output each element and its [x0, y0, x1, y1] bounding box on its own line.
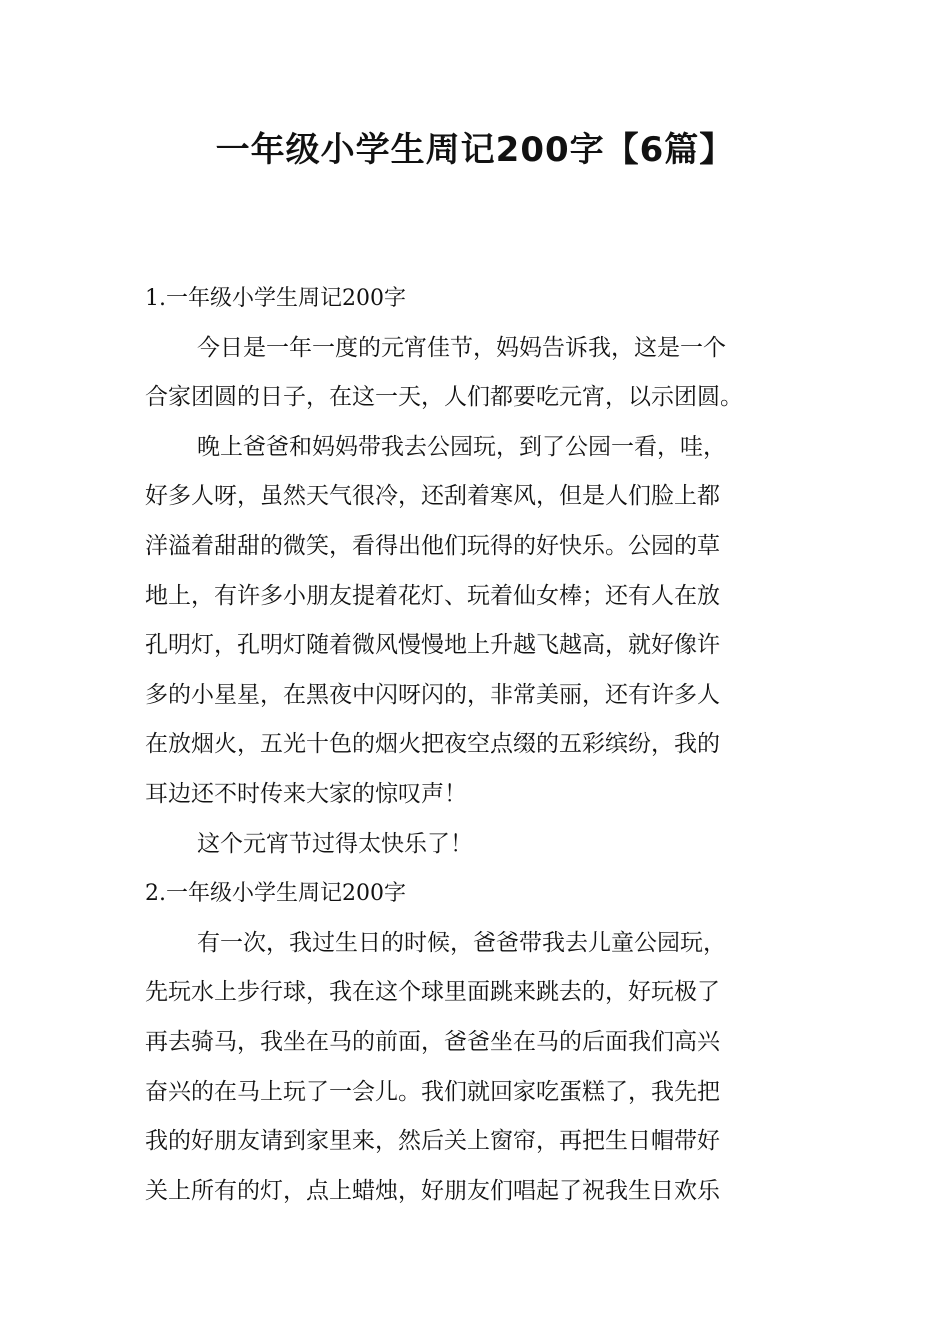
paragraph-line: 洋溢着甜甜的微笑，看得出他们玩得的好快乐。公园的草 [145, 532, 720, 559]
section-heading-2: 2.一年级小学生周记200字 [145, 881, 406, 907]
paragraph-line: 耳边还不时传来大家的惊叹声！ [145, 780, 467, 807]
paragraph-line: 晚上爸爸和妈妈带我去公园玩，到了公园一看，哇， [197, 433, 726, 460]
paragraph-line: 多的小星星，在黑夜中闪呀闪的，非常美丽，还有许多人 [145, 681, 720, 708]
paragraph-line: 我的好朋友请到家里来，然后关上窗帘，再把生日帽带好 [145, 1128, 720, 1155]
paragraph-line: 孔明灯，孔明灯随着微风慢慢地上升越飞越高，就好像许 [145, 632, 720, 659]
paragraph-line: 关上所有的灯，点上蜡烛，好朋友们唱起了祝我生日欢乐 [145, 1177, 720, 1204]
paragraph-line: 地上，有许多小朋友提着花灯、玩着仙女棒；还有人在放 [145, 582, 720, 609]
section-heading-1: 1.一年级小学生周记200字 [145, 286, 406, 311]
paragraph-line: 这个元宵节过得太快乐了！ [197, 830, 473, 857]
paragraph-line: 先玩水上步行球，我在这个球里面跳来跳去的，好玩极了 [145, 979, 720, 1006]
document-body [145, 274, 809, 1216]
paragraph-line: 在放烟火，五光十色的烟火把夜空点缀的五彩缤纷，我的 [145, 731, 720, 758]
paragraph-line: 奋兴的在马上玩了一会儿。我们就回家吃蛋糕了，我先把 [145, 1078, 720, 1105]
document-title: 一年级小学生周记200字【6篇】 [215, 130, 735, 170]
paragraph-line: 再去骑马，我坐在马的前面，爸爸坐在马的后面我们高兴 [145, 1028, 720, 1055]
paragraph-line: 有一次，我过生日的时候，爸爸带我去儿童公园玩， [197, 929, 726, 956]
paragraph-line: 合家团圆的日子，在这一天，人们都要吃元宵，以示团圆。 [145, 384, 743, 411]
paragraph-line: 好多人呀，虽然天气很冷，还刮着寒风，但是人们脸上都 [145, 483, 720, 510]
paragraph-line: 今日是一年一度的元宵佳节，妈妈告诉我，这是一个 [197, 334, 726, 361]
